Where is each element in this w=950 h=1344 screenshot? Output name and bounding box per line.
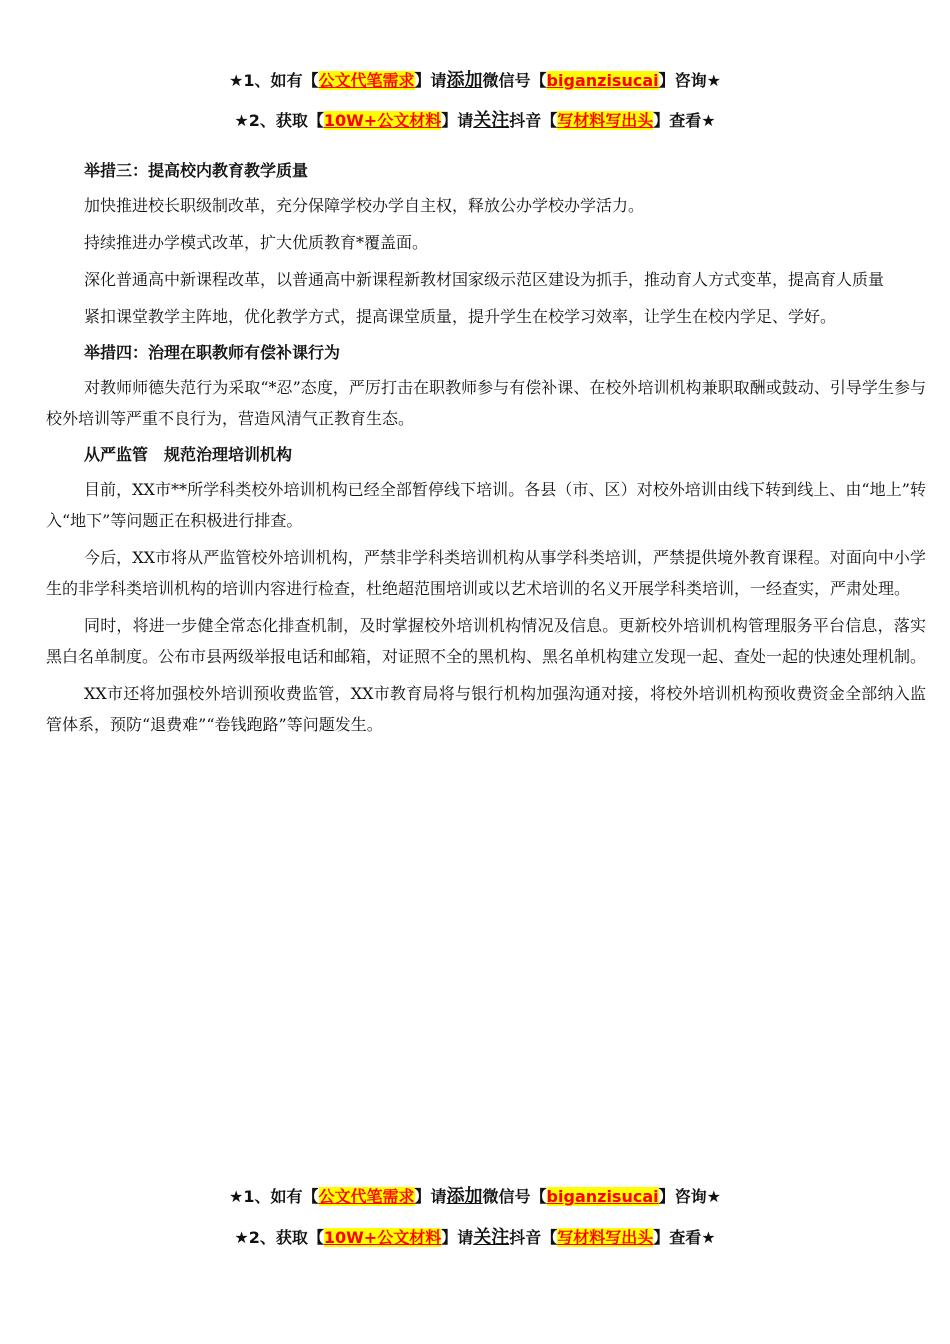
section-heading-supervision: 从严监管 规范治理培训机构 (84, 445, 293, 464)
banner-text: ★1、如有【 (229, 1187, 319, 1206)
paragraph: 目前，XX市**所学科类校外培训机构已经全部暂停线下培训。各县（市、区）对校外培训由线下转到线上、由“地上”转入“地下”等问题正在积极进行排查。 (46, 480, 926, 530)
banner-text: 】请 (441, 1228, 474, 1247)
banner-text: 抖音【 (509, 1228, 558, 1247)
top-banner-line-2 (0, 110, 950, 132)
paragraph: 紧扣课堂教学主阵地，优化教学方式，提高课堂质量，提升学生在校学习效率，让学生在校内学足、学好。 (84, 307, 837, 326)
paragraph: 同时，将进一步健全常态化排查机制，及时掌握校外培训机构情况及信息。更新校外培训机构管理服务平台信息，落实黑白名单制度。公布市县两级举报电话和邮箱，对证照不全的黑机构、黑名单机构建立发现一起、查处一起的快速处理机制。 (46, 616, 927, 666)
banner-highlight: biganzisucai (546, 71, 659, 90)
section-heading-measure-4: 举措四：治理在职教师有偿补课行为 (84, 343, 341, 362)
banner-highlight: 10W+公文材料 (323, 111, 442, 130)
banner-text: ★1、如有【 (229, 71, 319, 90)
banner-text: ★2、获取【 (234, 111, 324, 130)
banner-emphasis: 添加 (446, 1186, 483, 1207)
banner-highlight: 10W+公文材料 (323, 1228, 442, 1247)
paragraph: 今后，XX市将从严监管校外培训机构，严禁非学科类培训机构从事学科类培训，严禁提供境外教育课程。对面向中小学生的非学科类培训机构的培训内容进行检查，杜绝超范围培训或以艺术培训的名义开展学科类培训，一经查实，严肃处理。 (46, 548, 926, 598)
paragraph: XX市还将加强校外培训预收费监管，XX市教育局将与银行机构加强沟通对接，将校外培训机构预收费资金全部纳入监管体系，预防“退费难”“卷钱跑路”等问题发生。 (46, 684, 926, 734)
top-banner-line-1 (0, 70, 950, 92)
banner-text: 】咨询★ (658, 71, 721, 90)
document-body (46, 156, 926, 746)
paragraph: 对教师师德失范行为采取“*忍”态度，严厉打击在职教师参与有偿补课、在校外培训机构兼职取酬或鼓动、引导学生参与校外培训等严重不良行为，营造风清气正教育生态。 (46, 378, 926, 428)
paragraph: 深化普通高中新课程改革，以普通高中新课程新教材国家级示范区建设为抓手，推动育人方式变革，提高育人质量 (84, 270, 885, 289)
banner-text: 】查看★ (653, 111, 716, 130)
bottom-banner-line-1 (0, 1186, 950, 1208)
banner-text: ★2、获取【 (234, 1228, 324, 1247)
banner-highlight: 公文代笔需求 (318, 1187, 415, 1206)
banner-text: 】查看★ (653, 1228, 716, 1247)
banner-text: 】请 (441, 111, 474, 130)
banner-emphasis: 添加 (446, 70, 483, 91)
banner-text: 】请 (414, 71, 447, 90)
banner-highlight: 写材料写出头 (557, 111, 654, 130)
paragraph: 持续推进办学模式改革，扩大优质教育*覆盖面。 (84, 233, 429, 252)
banner-text: 微信号【 (482, 1187, 547, 1206)
banner-text: 】请 (414, 1187, 447, 1206)
banner-text: 】咨询★ (658, 1187, 721, 1206)
section-heading-measure-3: 举措三：提高校内教育教学质量 (84, 161, 309, 180)
bottom-banner-line-2 (0, 1227, 950, 1249)
banner-text: 微信号【 (482, 71, 547, 90)
banner-highlight: 公文代笔需求 (318, 71, 415, 90)
banner-emphasis: 关注 (473, 1227, 510, 1248)
banner-emphasis: 关注 (473, 110, 510, 131)
paragraph: 加快推进校长职级制改革，充分保障学校办学自主权，释放公办学校办学活力。 (84, 196, 645, 215)
banner-text: 抖音【 (509, 111, 558, 130)
banner-highlight: biganzisucai (546, 1187, 659, 1206)
banner-highlight: 写材料写出头 (557, 1228, 654, 1247)
